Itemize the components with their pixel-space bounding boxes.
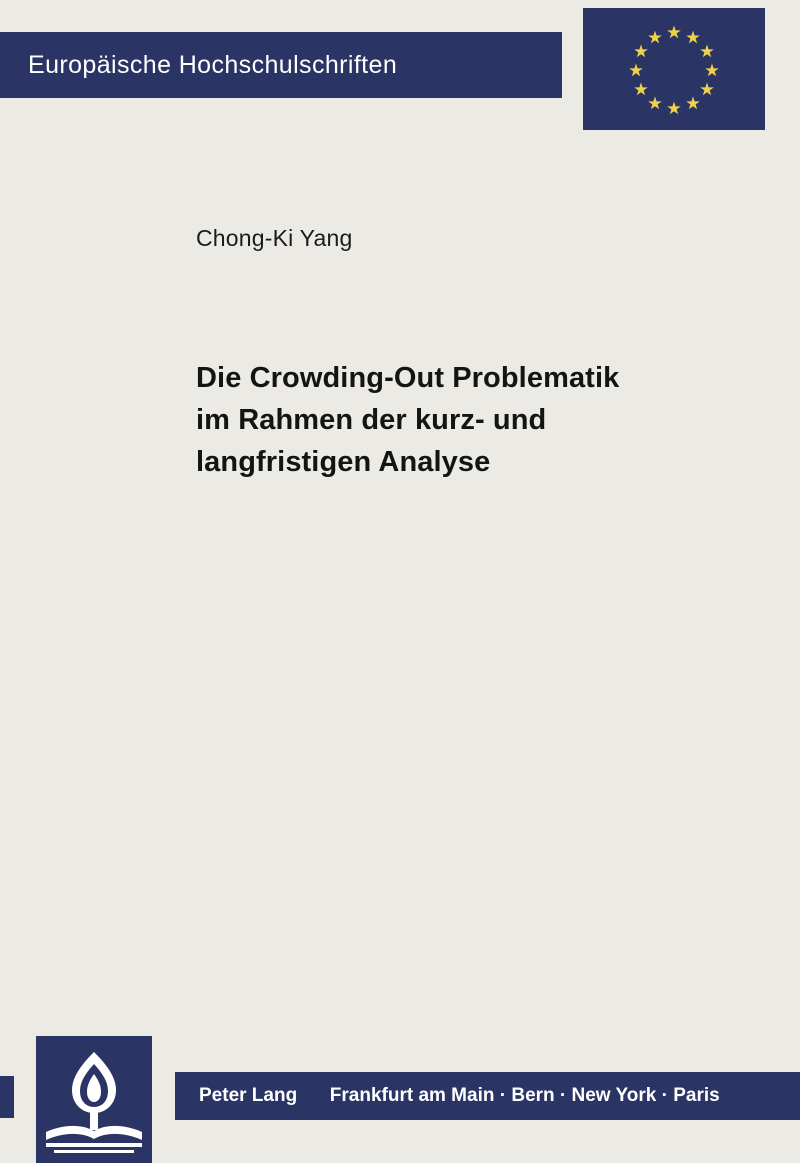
- publisher-logo: [36, 1036, 152, 1163]
- logo-spine-stub: [0, 1076, 14, 1118]
- title-line-1: Die Crowding-Out Problematik: [196, 362, 620, 394]
- publisher-cities: Frankfurt am Main · Bern · New York · Paris: [329, 1085, 720, 1106]
- publisher-name: Peter Lang: [199, 1085, 298, 1106]
- series-title: Europäische Hochschulschriften: [28, 50, 398, 79]
- series-banner: [0, 32, 562, 98]
- publisher-line: [175, 1085, 720, 1107]
- title-line-2: im Rahmen der kurz- und: [196, 403, 547, 436]
- eu-flag-emblem: [583, 8, 765, 130]
- title-line-3: langfristigen Analyse: [196, 445, 491, 478]
- author-name: Chong-Ki Yang: [196, 225, 353, 251]
- book-title: [196, 358, 756, 483]
- publisher-bar: [175, 1072, 800, 1120]
- tree-book-logo-icon: [36, 1036, 152, 1163]
- eu-stars-icon: [583, 8, 765, 130]
